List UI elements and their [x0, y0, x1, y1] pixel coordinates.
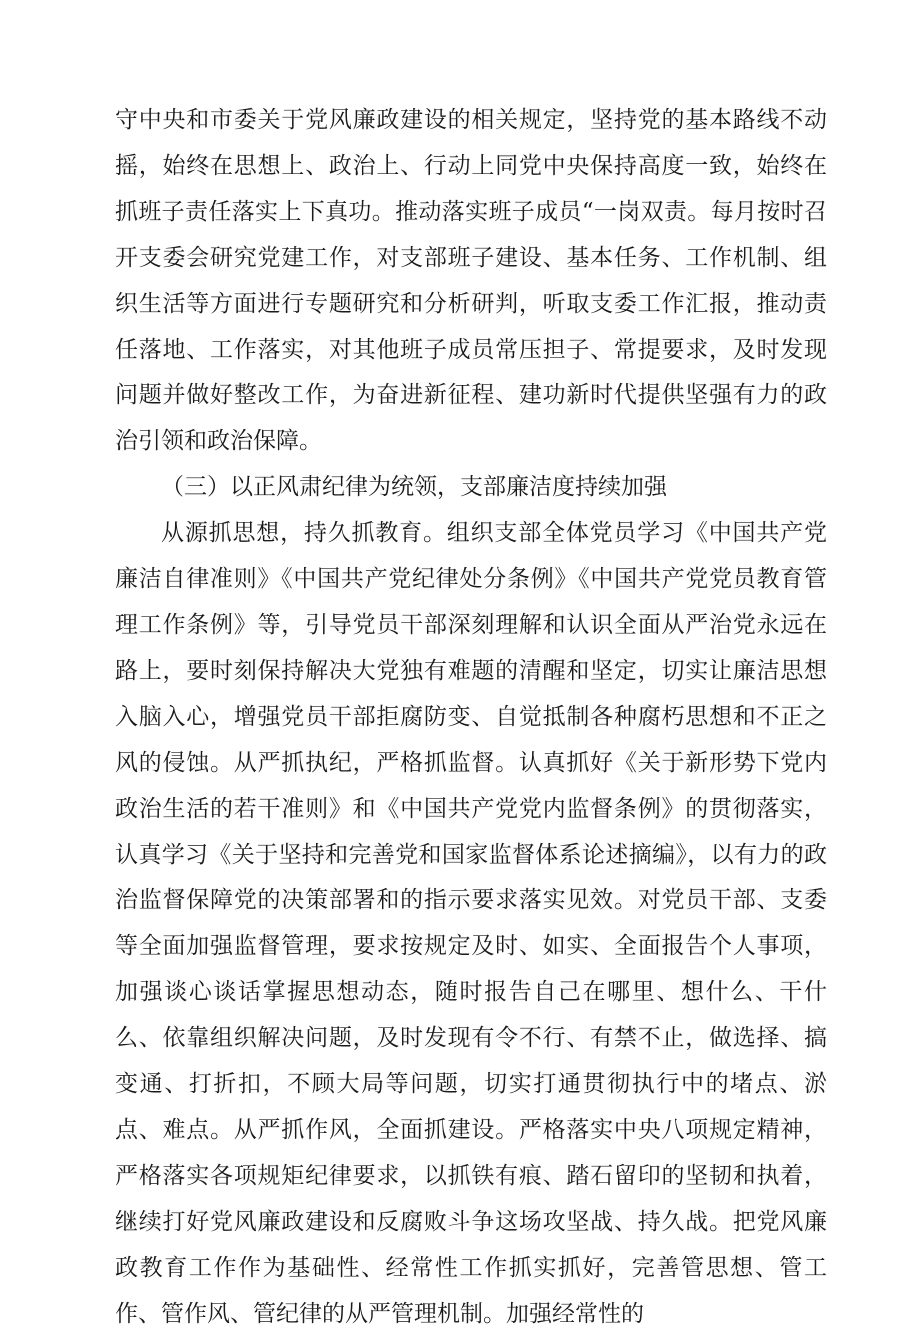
body-paragraph: 从源抓思想，持久抓教育。组织支部全体党员学习《中国共产党廉洁自律准则》《中国共产党纪律处分条例》《中国共产党党员教育管理工作条例》等，引导党员干部深刻理解和认识全面从严治党永远在路上，要时刻保持解决大党独有难题的清醒和坚定，切实让廉洁思想入脑入心，增强党员干部拒腐防变、自觉抵制各种腐朽思想和不正之风的侵蚀。从严抓执纪，严格抓监督。认真抓好《关于新形势下党内政治生活的若干准则》和《中国共产党党内监督条例》的贯彻落实，认真学习《关于坚持和完善党和国家监督体系论述摘编》，以有力的政治监督保障党的决策部署和的指示要求落实见效。对党员干部、支委等全面加强监督管理，要求按规定及时、如实、全面报告个人事项，加强谈心谈话掌握思想动态，随时报告自己在哪里、想什么、干什么、依靠组织解决问题，及时发现有令不行、有禁不止，做选择、搞变通、打折扣，不顾大局等问题，切实打通贯彻执行中的堵点、淤点、难点。从严抓作风，全面抓建设。严格落实中央八项规定精神，严格落实各项规矩纪律要求，以抓铁有痕、踏石留印的坚韧和执着，继续打好党风廉政建设和反腐败斗争这场攻坚战、持久战。把党风廉政教育工作作为基础性、经常性工作抓实抓好，完善管思想、管工作、管作风、管纪律的从严管理机制。加强经常性的: [115, 520, 827, 1327]
section-heading-3: （三）以正风肃纪律为统领，支部廉洁度持续加强: [161, 474, 667, 501]
body-paragraph-continuation: 守中央和市委关于党风廉政建设的相关规定，坚持党的基本路线不动摇，始终在思想上、政治上、行动上同党中央保持高度一致，始终在抓班子责任落实上下真功。推动落实班子成员“一岗双责。每月按时召开支委会研究党建工作，对支部班子建设、基本任务、工作机制、组织生活等方面进行专题研究和分析研判，听取支委工作汇报，推动责任落地、工作落实，对其他班子成员常压担子、常提要求，及时发现问题并做好整改工作，为奋进新征程、建功新时代提供坚强有力的政治引领和政治保障。: [115, 107, 827, 455]
document-body: [115, 98, 827, 1337]
